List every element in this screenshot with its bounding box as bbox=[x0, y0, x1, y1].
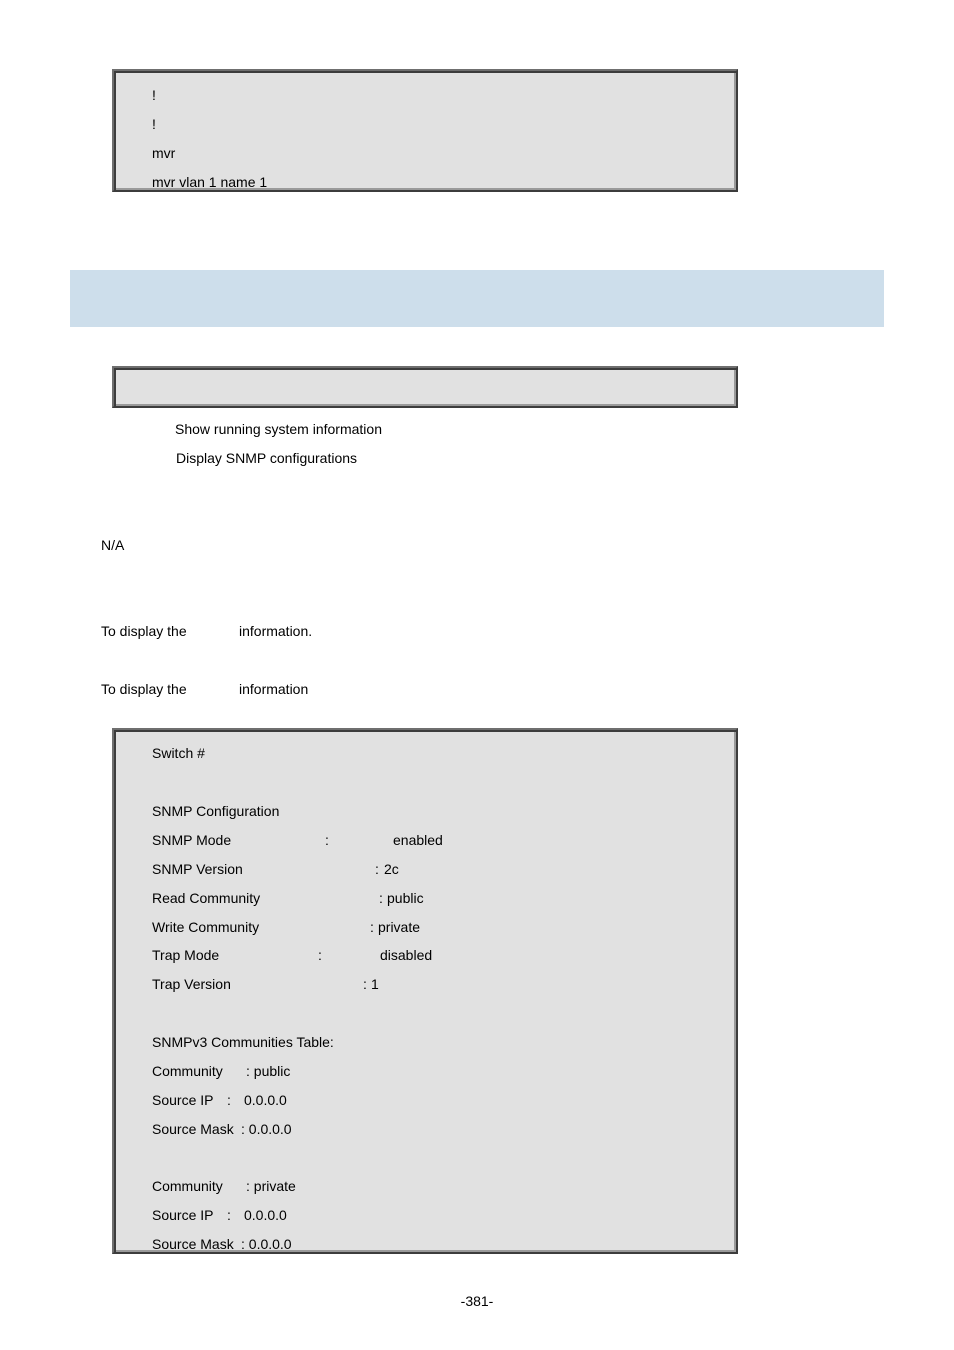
row-sep: : bbox=[363, 976, 367, 992]
community-label: Community bbox=[152, 1063, 223, 1079]
syntax-box bbox=[112, 366, 738, 408]
snmp-config-title: SNMP Configuration bbox=[152, 803, 280, 819]
source-ip-label: Source IP bbox=[152, 1207, 214, 1223]
code-block-example bbox=[112, 728, 738, 1254]
source-ip-sep: : bbox=[227, 1092, 231, 1108]
source-mask-label: Source Mask bbox=[152, 1121, 234, 1137]
row-value: disabled bbox=[380, 947, 433, 963]
row-label: Trap Version bbox=[152, 976, 231, 992]
community-label: Community bbox=[152, 1178, 223, 1194]
community-value: : public bbox=[246, 1063, 291, 1079]
row-value: 2c bbox=[384, 861, 399, 877]
source-mask-value: : 0.0.0.0 bbox=[241, 1236, 292, 1252]
default-value: N/A bbox=[101, 537, 125, 553]
code-line: ! bbox=[152, 87, 156, 103]
source-ip-sep: : bbox=[227, 1207, 231, 1223]
usage-line-1-start: To display the bbox=[101, 623, 187, 639]
usage-line-2-start: To display the bbox=[101, 681, 187, 697]
row-label: Read Community bbox=[152, 890, 261, 906]
cli-prompt: Switch # bbox=[152, 745, 205, 761]
row-sep: : bbox=[375, 861, 379, 877]
code-line: mvr bbox=[152, 145, 176, 161]
row-value: public bbox=[387, 890, 424, 906]
row-sep: : bbox=[370, 919, 374, 935]
row-label: SNMP Version bbox=[152, 861, 243, 877]
source-mask-value: : 0.0.0.0 bbox=[241, 1121, 292, 1137]
usage-line-2-end: information bbox=[239, 681, 309, 697]
code-line: ! bbox=[152, 116, 156, 132]
row-sep: : bbox=[318, 947, 322, 963]
source-ip-value: 0.0.0.0 bbox=[244, 1092, 287, 1108]
page-number: -381- bbox=[460, 1293, 494, 1309]
code-block-mvr bbox=[112, 69, 738, 192]
section-heading-bar bbox=[70, 270, 884, 327]
code-line: mvr vlan 1 name 1 bbox=[152, 174, 268, 190]
community-value: : private bbox=[246, 1178, 296, 1194]
communities-table-title: SNMPv3 Communities Table: bbox=[152, 1034, 334, 1050]
row-value: enabled bbox=[393, 832, 443, 848]
source-ip-value: 0.0.0.0 bbox=[244, 1207, 287, 1223]
row-label: Write Community bbox=[152, 919, 260, 935]
source-ip-label: Source IP bbox=[152, 1092, 214, 1108]
row-value: private bbox=[378, 919, 421, 935]
row-label: SNMP Mode bbox=[152, 832, 232, 848]
row-label: Trap Mode bbox=[152, 947, 220, 963]
source-mask-label: Source Mask bbox=[152, 1236, 234, 1252]
row-sep: : bbox=[379, 890, 383, 906]
param-snmp-config: Display SNMP configurations bbox=[176, 450, 358, 466]
row-sep: : bbox=[325, 832, 329, 848]
param-running-info: Show running system information bbox=[175, 421, 382, 437]
usage-line-1-end: information. bbox=[239, 623, 313, 639]
row-value: 1 bbox=[371, 976, 379, 992]
